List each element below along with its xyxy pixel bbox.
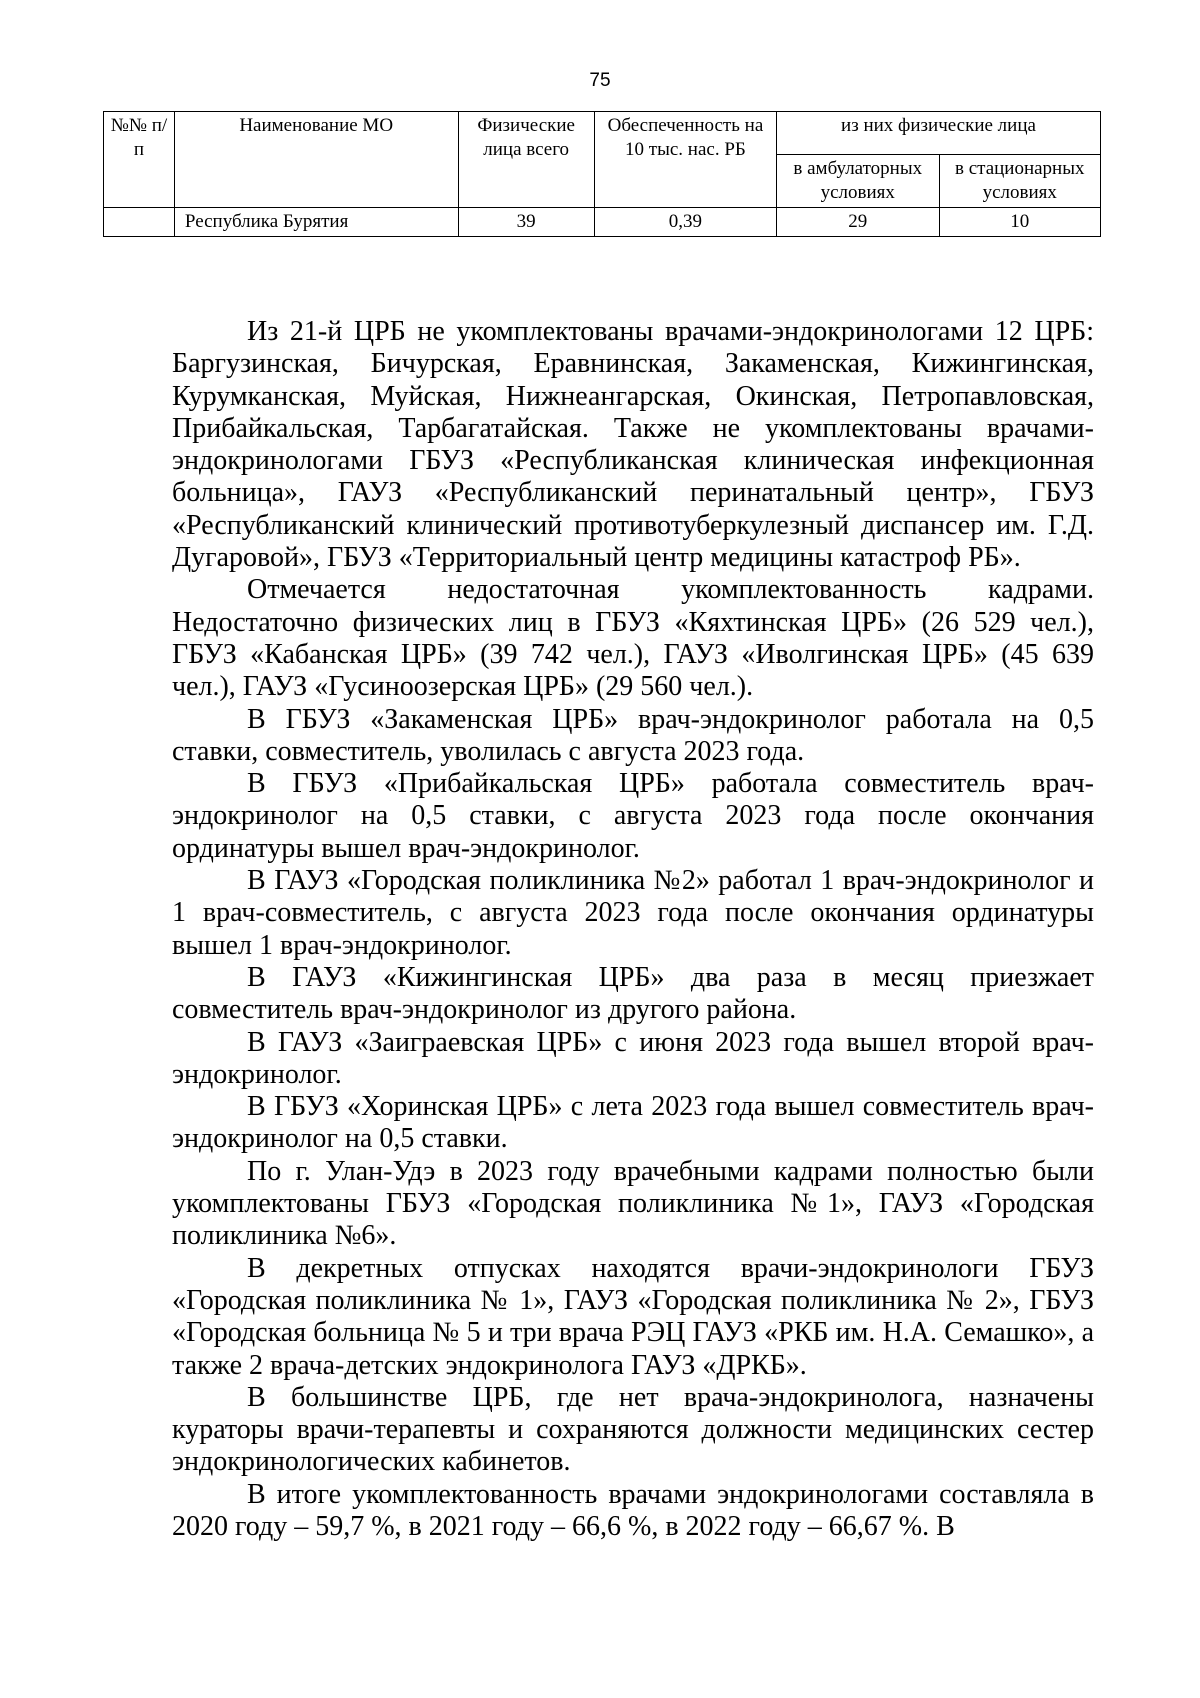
header-physical-total: Физические лица всего: [458, 112, 594, 208]
cell-inpatient: 10: [939, 208, 1100, 237]
paragraph: В ГБУЗ «Хоринская ЦРБ» с лета 2023 года вышел совместитель врач-эндокринолог на 0,5 ставки.: [172, 1091, 1094, 1155]
cell-physical-total: 39: [458, 208, 594, 237]
page-number: 75: [589, 70, 611, 91]
cell-name: Республика Бурятия: [174, 208, 458, 237]
header-name: Наименование МО: [174, 112, 458, 208]
paragraph: В ГАУЗ «Кижингинская ЦРБ» два раза в месяц приезжает совместитель врач-эндокринолог из другого района.: [172, 961, 1094, 1026]
body-text: [172, 316, 1094, 1543]
cell-outpatient: 29: [777, 208, 940, 237]
paragraph: В декретных отпусках находятся врачи-эндокринологи ГБУЗ «Городская поликлиника № 1», ГАУЗ «Городская поликлиника № 2», ГБУЗ «Городская больница № 5 и три врача РЭЦ ГАУЗ «РКБ им. Н.А. Семашко», а также 2 врача-детских эндокринолога ГАУЗ «ДРКБ».: [172, 1252, 1094, 1381]
header-inpatient: в стационарных условиях: [939, 155, 1100, 208]
paragraph: В ГАУЗ «Городская поликлиника №2» работал 1 врач-эндокринолог и 1 врач-совместитель, с августа 2023 года после окончания ординатуры вышел 1 врач-эндокринолог.: [172, 865, 1094, 961]
paragraph: В ГАУЗ «Заиграевская ЦРБ» с июня 2023 года вышел второй врач-эндокринолог.: [172, 1026, 1094, 1090]
header-provision: Обеспеченность на 10 тыс. нас. РБ: [594, 112, 776, 208]
header-outpatient: в амбулаторных условиях: [777, 155, 940, 208]
cell-provision: 0,39: [594, 208, 776, 237]
table-header-row: [104, 112, 1101, 155]
paragraph: Отмечается недостаточная укомплектованность кадрами. Недостаточно физических лиц в ГБУЗ «Кяхтинская ЦРБ» (26 529 чел.), ГБУЗ «Кабанская ЦРБ» (39 742 чел.), ГАУЗ «Иволгинская ЦРБ» (45 639 чел.), ГАУЗ «Гусиноозерская ЦРБ» (29 560 чел.).: [172, 574, 1094, 703]
paragraph: В итоге укомплектованность врачами эндокринологами составляла в 2020 году – 59,7 %, в 2021 году – 66,6 %, в 2022 году – 66,67 %. В: [172, 1478, 1094, 1542]
statistics-table: [103, 111, 1101, 237]
paragraph: В ГБУЗ «Прибайкальская ЦРБ» работала совместитель врач-эндокринолог на 0,5 ставки, с августа 2023 года после окончания ординатуры вышел врач-эндокринолог.: [172, 768, 1094, 864]
paragraph: В большинстве ЦРБ, где нет врача-эндокринолога, назначены кураторы врачи-терапевты и сохраняются должности медицинских сестер эндокринологических кабинетов.: [172, 1381, 1094, 1478]
cell-num: [104, 208, 175, 237]
header-num: №№ п/п: [104, 112, 175, 208]
table-row: [104, 208, 1101, 237]
paragraph: Из 21-й ЦРБ не укомплектованы врачами-эндокринологами 12 ЦРБ: Баргузинская, Бичурская, Еравнинская, Закаменская, Кижингинская, Курумканская, Муйская, Нижнеангарская, Окинская, Петропавловская, Прибайкальская, Тарбагатайская. Также не укомплектованы врачами-эндокринологами ГБУЗ «Республиканская клиническая инфекционная больница», ГАУЗ «Республиканский перинатальный центр», ГБУЗ «Республиканский клинический противотуберкулезный диспансер им. Г.Д. Дугаровой», ГБУЗ «Территориальный центр медицины катастроф РБ».: [172, 316, 1094, 574]
paragraph: В ГБУЗ «Закаменская ЦРБ» врач-эндокринолог работала на 0,5 ставки, совместитель, уволилась с августа 2023 года.: [172, 703, 1094, 767]
header-of-them: из них физические лица: [777, 112, 1101, 155]
paragraph: По г. Улан-Удэ в 2023 году врачебными кадрами полностью были укомплектованы ГБУЗ «Городская поликлиника №1», ГАУЗ «Городская поликлиника №6».: [172, 1155, 1094, 1252]
